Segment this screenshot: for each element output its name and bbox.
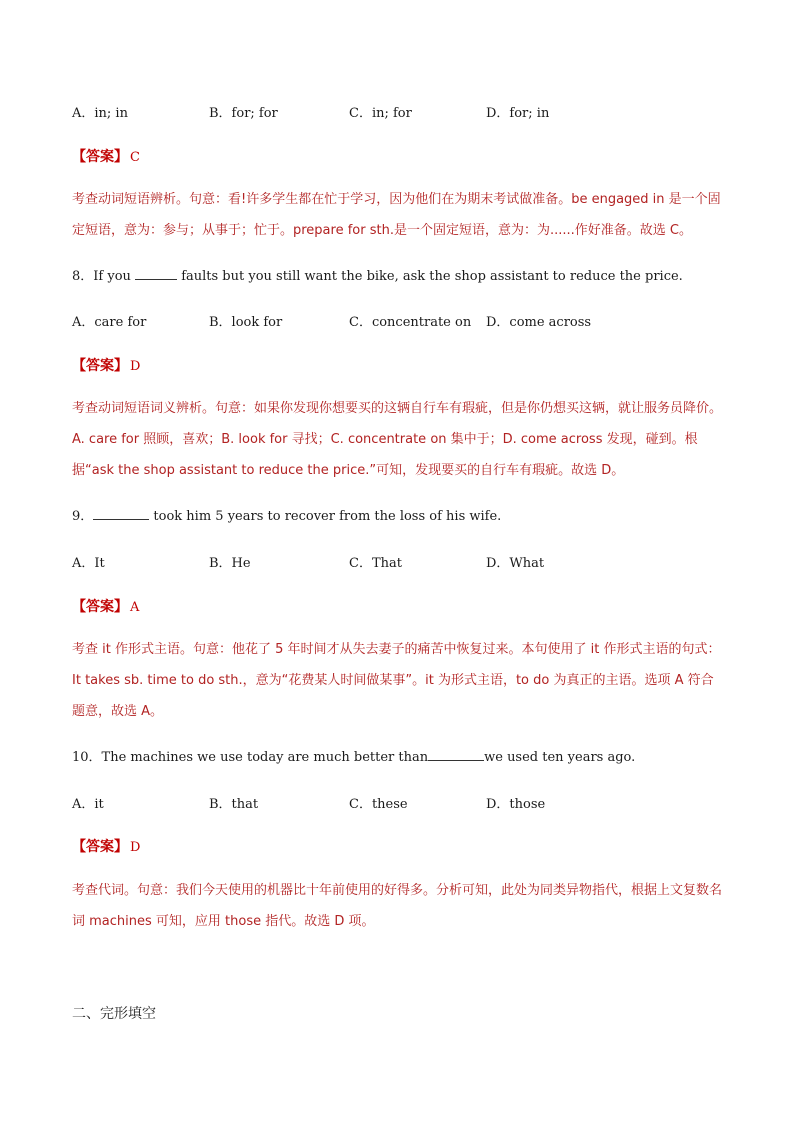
q9-stem xyxy=(72,507,501,526)
answer-label: 【答案】 xyxy=(72,358,128,374)
q7-option-c: C．in; for xyxy=(349,106,412,121)
q10-option-b: B．that xyxy=(209,797,259,812)
q10-option-a: A．it xyxy=(72,797,104,812)
answer-blank xyxy=(93,507,149,520)
q9-answer xyxy=(72,596,139,616)
q8-option-b: B．look for xyxy=(209,315,283,330)
answer-value: D xyxy=(130,359,141,374)
q8-option-a: A．care for xyxy=(72,315,147,330)
answer-blank xyxy=(428,748,484,761)
q10-stem xyxy=(72,748,635,767)
q7-option-a: A．in; in xyxy=(72,106,128,121)
q10-options xyxy=(72,793,722,811)
q10-option-d: D．those xyxy=(486,797,546,812)
q10-answer xyxy=(72,836,140,856)
question-number: 9． xyxy=(72,509,94,524)
q9-option-d: D．What xyxy=(486,556,545,571)
answer-label: 【答案】 xyxy=(72,149,128,165)
answer-value: D xyxy=(130,840,141,855)
stem-after: faults but you still want the bike, ask the shop assistant to reduce the price. xyxy=(181,269,683,284)
q10-explanation: 考查代词。句意：我们今天使用的机器比十年前使用的好得多。分析可知，此处为同类异物指代，根据上文复数名词 machines 可知，应用 those 指代。故选 D 项。 xyxy=(72,883,723,929)
answer-value: A xyxy=(130,600,140,615)
section-title: 二、完形填空 xyxy=(72,1006,156,1022)
answer-label: 【答案】 xyxy=(72,599,128,615)
q7-option-d: D．for; in xyxy=(486,106,550,121)
stem-before: If you xyxy=(93,269,131,284)
q7-option-b: B．for; for xyxy=(209,106,278,121)
q7-answer xyxy=(72,146,140,166)
q7-explanation: 考查动词短语辨析。句意：看!许多学生都在忙于学习，因为他们在为期末考试做准备。be engaged in 是一个固定短语，意为：参与；从事于；忙于。prepare for sth.是一个固定短语，意为：为......作好准备。故选 C。 xyxy=(72,192,721,238)
q8-explanation: 考查动词短语词义辨析。句意：如果你发现你想要买的这辆自行车有瑕疵，但是你仍想买这辆，就让服务员降价。A. care for 照顾，喜欢；B. look for 寻找；C. concentrate on 集中于；D. come across 发现，碰到。根据“ask the shop assistant to reduce the price.”可知，发现要买的自行车有瑕疵。故选 D。 xyxy=(72,401,723,478)
question-number: 8． xyxy=(72,269,94,284)
q9-option-a: A．It xyxy=(72,556,105,571)
q7-options xyxy=(72,102,722,120)
q9-option-b: B．He xyxy=(209,556,251,571)
q9-explanation: 考查 it 作形式主语。句意：他花了 5 年时间才从失去妻子的痛苦中恢复过来。本句使用了 it 作形式主语的句式：It takes sb. time to do sth.，意为“花费某人时间做某事”。it 为形式主语，to do 为真正的主语。选项 A 符合题意，故选 A。 xyxy=(72,642,721,719)
q8-option-c: C．concentrate on xyxy=(349,315,472,330)
answer-label: 【答案】 xyxy=(72,839,128,855)
q8-options xyxy=(72,311,722,329)
answer-blank xyxy=(135,267,177,280)
q9-options xyxy=(72,552,722,570)
answer-value: C xyxy=(130,150,140,165)
stem-after: took him 5 years to recover from the loss of his wife. xyxy=(153,509,502,524)
q9-option-c: C．That xyxy=(349,556,402,571)
q8-stem xyxy=(72,267,683,286)
stem-after: we used ten years ago. xyxy=(484,750,636,765)
q8-option-d: D．come across xyxy=(486,315,592,330)
q8-answer xyxy=(72,355,140,375)
stem-before: The machines we use today are much better than xyxy=(101,750,429,765)
question-number: 10． xyxy=(72,750,102,765)
q10-option-c: C．these xyxy=(349,797,408,812)
